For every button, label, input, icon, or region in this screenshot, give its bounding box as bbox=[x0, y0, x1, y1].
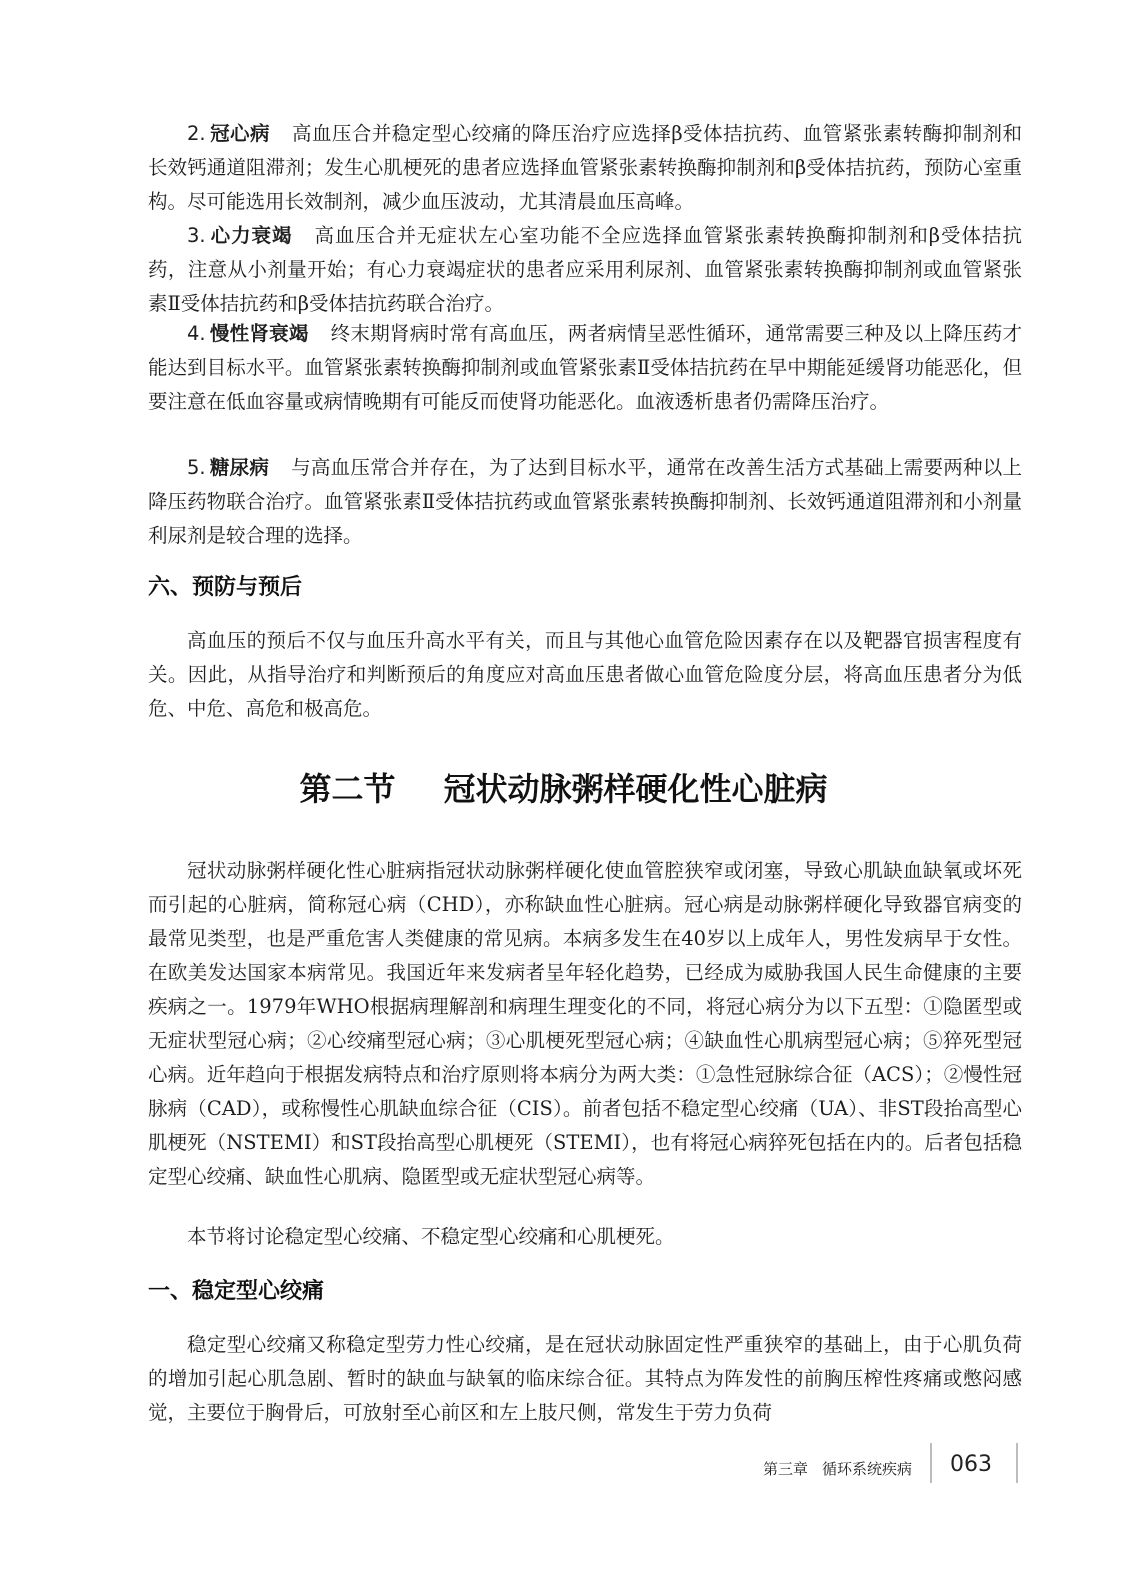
page-number: 063 bbox=[950, 1452, 992, 1477]
chapter-title: 循环系统疾病 bbox=[821, 1460, 912, 1478]
list-item-heart-failure bbox=[148, 219, 1022, 321]
item-number: 2. bbox=[187, 122, 206, 145]
section-label: 第二节 bbox=[299, 770, 396, 808]
footer-chapter bbox=[763, 1458, 912, 1479]
item-number: 3. bbox=[187, 224, 206, 247]
scope-paragraph: 本节将讨论稳定型心绞痛、不稳定型心绞痛和心肌梗死。 bbox=[187, 1225, 675, 1248]
item-text: 高血压合并无症状左心室功能不全应选择血管紧张素转换酶抑制剂和β受体拮抗药，注意从小剂量开始；有心力衰竭症状的患者应采用利尿剂、血管紧张素转换酶抑制剂或血管紧张素Ⅱ受体拮抗药和β受体拮抗药联合治疗。 bbox=[148, 224, 1022, 315]
item-term: 慢性肾衰竭 bbox=[209, 322, 309, 345]
heading-prevention: 六、预防与预后 bbox=[148, 575, 303, 600]
item-text: 终末期肾病时常有高血压，两者病情呈恶性循环，通常需要三种及以上降压药才能达到目标水平。血管紧张素转换酶抑制剂或血管紧张素Ⅱ受体拮抗药在早中期能延缓肾功能恶化，但要注意在低血容量或病情晚期有可能反而使肾功能恶化。血液透析患者仍需降压治疗。 bbox=[148, 322, 1022, 413]
footer-divider bbox=[1016, 1443, 1018, 1483]
section-title bbox=[0, 764, 1127, 810]
list-item-renal-failure bbox=[148, 317, 1022, 419]
item-text: 高血压合并稳定型心绞痛的降压治疗应选择β受体拮抗药、血管紧张素转酶抑制剂和长效钙通道阻滞剂；发生心肌梗死的患者应选择血管紧张素转换酶抑制剂和β受体拮抗药，预防心室重构。尽可能选用长效制剂，减少血压波动，尤其清晨血压高峰。 bbox=[148, 122, 1022, 213]
intro-paragraph: 冠状动脉粥样硬化性心脏病指冠状动脉粥样硬化使血管腔狭窄或闭塞，导致心肌缺血缺氧或坏死而引起的心脏病，简称冠心病（CHD），亦称缺血性心脏病。冠心病是动脉粥样硬化导致器官病变的最常见类型，也是严重危害人类健康的常见病。本病多发生在40岁以上成年人，男性发病早于女性。在欧美发达国家本病常见。我国近年来发病者呈年轻化趋势，已经成为威胁我国人民生命健康的主要疾病之一。1979年WHO根据病理解剖和病理生理变化的不同，将冠心病分为以下五型：①隐匿型或无症状型冠心病；②心绞痛型冠心病；③心肌梗死型冠心病；④缺血性心肌病型冠心病；⑤猝死型冠心病。近年趋向于根据发病特点和治疗原则将本病分为两大类：①急性冠脉综合征（ACS）；②慢性冠脉病（CAD），或称慢性心肌缺血综合征（CIS）。前者包括不稳定型心绞痛（UA）、非ST段抬高型心肌梗死（NSTEMI）和ST段抬高型心肌梗死（STEMI），也有将冠心病猝死包括在内的。后者包括稳定型心绞痛、缺血性心肌病、隐匿型或无症状型冠心病等。 bbox=[148, 859, 1022, 1188]
list-item-diabetes bbox=[148, 451, 1022, 553]
list-item-coronary bbox=[148, 117, 1022, 219]
item-term: 冠心病 bbox=[209, 122, 270, 145]
item-number: 5. bbox=[187, 456, 206, 479]
item-term: 糖尿病 bbox=[209, 456, 270, 479]
item-text: 与高血压常合并存在，为了达到目标水平，通常在改善生活方式基础上需要两种以上降压药物联合治疗。血管紧张素Ⅱ受体拮抗药或血管紧张素转换酶抑制剂、长效钙通道阻滞剂和小剂量利尿剂是较合理的选择。 bbox=[148, 456, 1022, 547]
item-term: 心力衰竭 bbox=[209, 224, 293, 247]
chapter-number: 第三章 bbox=[762, 1460, 808, 1478]
item-number: 4. bbox=[187, 322, 206, 345]
stable-angina-paragraph: 稳定型心绞痛又称稳定型劳力性心绞痛，是在冠状动脉固定性严重狭窄的基础上，由于心肌负荷的增加引起心肌急剧、暂时的缺血与缺氧的临床综合征。其特点为阵发性的前胸压榨性疼痛或憋闷感觉，主要位于胸骨后，可放射至心前区和左上肢尺侧，常发生于劳力负荷 bbox=[148, 1333, 1022, 1424]
prevention-paragraph: 高血压的预后不仅与血压升高水平有关，而且与其他心血管危险因素存在以及靶器官损害程度有关。因此，从指导治疗和判断预后的角度应对高血压患者做心血管危险度分层，将高血压患者分为低危、中危、高危和极高危。 bbox=[148, 629, 1022, 720]
footer-divider bbox=[930, 1443, 932, 1483]
heading-stable-angina: 一、稳定型心绞痛 bbox=[148, 1279, 325, 1304]
section-name: 冠状动脉粥样硬化性心脏病 bbox=[443, 770, 828, 808]
